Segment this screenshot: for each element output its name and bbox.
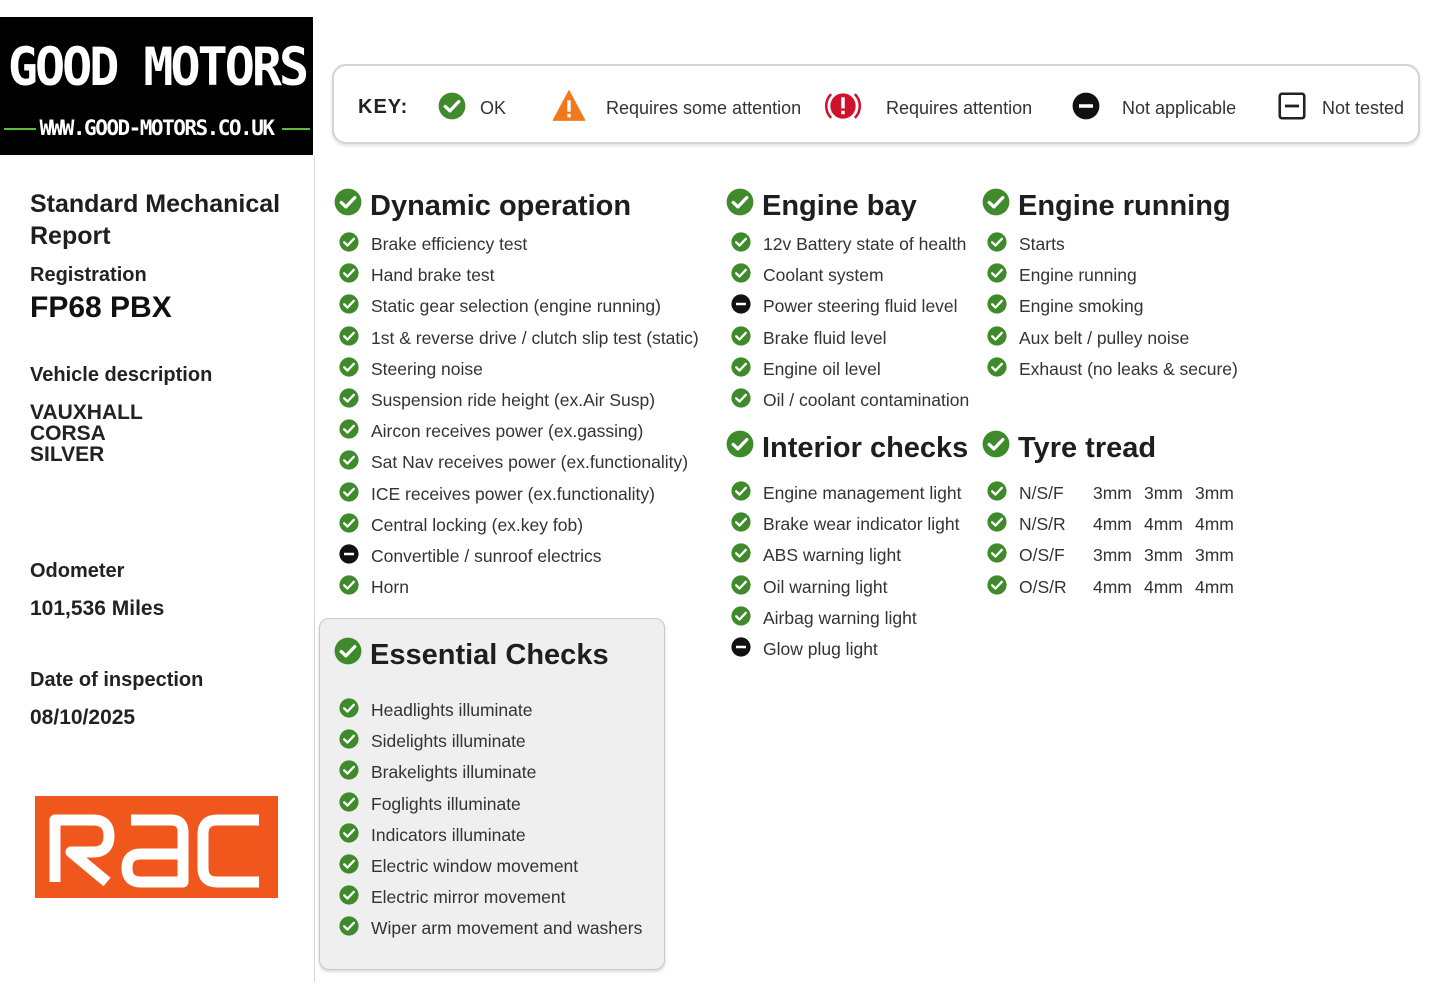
check-icon [731,543,751,568]
report-title: Standard Mechanical Report [30,190,281,250]
check-icon [334,637,362,673]
check-icon [339,232,359,257]
key-some-attention-label: Requires some attention [606,97,802,118]
item-label: O/S/F [1019,545,1065,566]
item-label: Brakelights illuminate [371,762,537,783]
vehicle-colour: SILVER [30,443,105,466]
tread-reading: 3mm [1195,545,1234,566]
item-label: N/S/F [1019,483,1064,504]
check-icon [334,188,362,224]
item-label: Aircon receives power (ex.gassing) [371,421,644,442]
tread-reading: 4mm [1195,514,1234,535]
tyre-tread-item [987,478,1236,509]
item-label: Indicators illuminate [371,824,526,845]
interior-checks-item [731,540,961,571]
check-icon [987,357,1007,382]
check-icon [987,326,1007,351]
key-ok-label: OK [480,97,507,118]
exclamation-icon [824,87,862,130]
check-icon [438,92,466,125]
tyre-tread-list [987,478,1236,603]
check-icon [339,854,359,879]
tread-reading: 4mm [1144,576,1183,597]
engine-bay-list [731,229,969,416]
essential-checks-item [339,851,642,882]
rac-logo-mark [35,796,278,898]
dynamic-operation-item [339,479,699,510]
item-label: Electric mirror movement [371,887,566,908]
warning-icon [552,89,586,128]
dynamic-operation-title-text: Dynamic operation [370,189,632,222]
interior-checks-title-text: Interior checks [762,431,969,464]
essential-checks-item [339,789,642,820]
essential-checks-title [334,637,609,673]
item-label: ABS warning light [763,545,902,566]
essential-checks-list [339,695,642,945]
item-label: Aux belt / pulley noise [1019,327,1190,348]
dynamic-operation-item [339,510,699,541]
key-not-applicable-label: Not applicable [1122,97,1237,118]
interior-checks-item [731,634,961,665]
essential-checks-item [339,757,642,788]
vehicle-description-label: Vehicle description [30,364,213,386]
tread-reading: 3mm [1144,483,1183,504]
essential-checks-item [339,695,642,726]
item-label: Central locking (ex.key fob) [371,514,584,535]
item-label: Airbag warning light [763,607,917,628]
check-icon [731,357,751,382]
rac-logo [35,796,278,898]
logo-line-right [282,128,310,130]
check-icon [731,575,751,600]
item-label: Exhaust (no leaks & secure) [1019,358,1238,379]
engine-bay-item [731,385,969,416]
interior-checks-item [731,509,961,540]
item-label: Foglights illuminate [371,793,521,814]
item-label: Brake wear indicator light [763,514,960,535]
minus-icon [339,544,359,569]
check-icon [339,885,359,910]
check-icon [339,388,359,413]
engine-bay-item [731,291,969,322]
check-icon [731,606,751,631]
item-label: Convertible / sunroof electrics [371,545,602,566]
item-label: Engine smoking [1019,296,1144,317]
check-icon [987,543,1007,568]
dynamic-operation-item [339,260,699,291]
interior-checks-title [726,430,968,466]
vehicle-description [30,402,143,465]
interior-checks-list [731,478,961,665]
tyre-tread-item [987,509,1236,540]
key-not-tested [1278,88,1404,128]
inspection-date-value: 08/10/2025 [30,706,136,729]
key-not-tested-label: Not tested [1322,97,1405,118]
item-label: 12v Battery state of health [763,234,967,255]
item-label: Engine management light [763,483,962,504]
item-label: Brake fluid level [763,327,887,348]
dynamic-operation-item [339,447,699,478]
inspection-date-label: Date of inspection [30,669,204,691]
logo-url: WWW.GOOD-MOTORS.CO.UK [39,116,274,140]
engine-bay-item [731,229,969,260]
check-icon [987,575,1007,600]
check-icon [339,419,359,444]
check-icon [339,729,359,754]
key-ok [438,88,506,128]
key-title: KEY: [358,96,409,118]
check-icon [339,760,359,785]
item-label: Starts [1019,234,1065,255]
dynamic-operation-list [339,229,699,603]
tyre-tread-title [982,430,1156,466]
registration-label: Registration [30,264,147,286]
check-icon [731,263,751,288]
essential-checks-item [339,820,642,851]
item-label: Coolant system [763,265,884,286]
tread-reading: 3mm [1195,483,1234,504]
check-icon [731,388,751,413]
item-label: Engine oil level [763,358,881,379]
check-icon [726,430,754,466]
dynamic-operation-item [339,354,699,385]
check-icon [987,481,1007,506]
essential-checks-title-text: Essential Checks [370,638,609,671]
minus-icon [1072,92,1100,125]
check-icon [339,575,359,600]
item-label: Brake efficiency test [371,234,528,255]
tread-reading: 4mm [1195,576,1234,597]
engine-bay-item [731,260,969,291]
engine-bay-item [731,323,969,354]
check-icon [339,823,359,848]
dynamic-operation-item [339,291,699,322]
item-label: Suspension ride height (ex.Air Susp) [371,390,656,411]
dynamic-operation-item [339,323,699,354]
item-label: Sat Nav receives power (ex.functionality) [371,452,689,473]
tyre-tread-item [987,572,1236,603]
rac-logo-text: RAC [35,796,38,797]
vehicle-model: CORSA [30,422,106,445]
check-icon [339,513,359,538]
check-icon [339,792,359,817]
item-label: Engine running [1019,265,1137,286]
check-icon [339,916,359,941]
status-key [332,64,1420,144]
key-some-attention [552,88,801,128]
engine-running-item [987,291,1238,322]
logo-title: GOOD MOTORS [7,36,307,98]
tread-reading: 3mm [1093,545,1132,566]
interior-checks-item [731,572,961,603]
engine-running-title-text: Engine running [1018,189,1231,222]
engine-running-list [987,229,1238,385]
item-label: Glow plug light [763,639,878,660]
key-attention [824,88,1032,128]
check-icon [726,188,754,224]
vehicle-make: VAUXHALL [30,401,143,424]
item-label: Hand brake test [371,265,495,286]
key-not-applicable [1072,88,1236,128]
interior-checks-item [731,478,961,509]
registration-value: FP68 PBX [30,291,172,324]
check-icon [339,294,359,319]
check-icon [987,232,1007,257]
item-label: Steering noise [371,358,483,379]
check-icon [987,263,1007,288]
vertical-divider [314,156,315,982]
tread-reading: 4mm [1144,514,1183,535]
dynamic-operation-item [339,416,699,447]
dynamic-operation-item [339,541,699,572]
tread-reading: 3mm [1093,483,1132,504]
engine-running-item [987,323,1238,354]
dynamic-operation-item [339,229,699,260]
minus-icon [731,294,751,319]
item-label: Oil warning light [763,576,888,597]
dynamic-operation-item [339,385,699,416]
item-label: Wiper arm movement and washers [371,918,643,939]
item-label: Headlights illuminate [371,700,533,721]
item-label: ICE receives power (ex.functionality) [371,483,655,504]
dynamic-operation-item [339,572,699,603]
check-icon [982,430,1010,466]
check-icon [731,326,751,351]
item-label: N/S/R [1019,514,1066,535]
tread-reading: 3mm [1144,545,1183,566]
essential-checks-item [339,882,642,913]
check-icon [339,357,359,382]
item-label: Power steering fluid level [763,296,958,317]
interior-checks-item [731,603,961,634]
engine-running-item [987,354,1238,385]
essential-checks-item [339,913,642,944]
check-icon [987,294,1007,319]
check-icon [731,232,751,257]
item-label: Oil / coolant contamination [763,390,970,411]
check-icon [339,698,359,723]
check-icon [339,482,359,507]
item-label: Horn [371,577,409,598]
engine-running-title [982,188,1231,224]
item-label: Sidelights illuminate [371,731,526,752]
key-attention-label: Requires attention [886,97,1033,118]
check-icon [731,512,751,537]
engine-bay-item [731,354,969,385]
tread-reading: 4mm [1093,514,1132,535]
item-label: Static gear selection (engine running) [371,296,661,317]
dynamic-operation-title [334,188,631,224]
odometer-value: 101,536 Miles [30,597,165,620]
item-label: O/S/R [1019,576,1067,597]
engine-bay-title-text: Engine bay [762,189,917,222]
tread-reading: 4mm [1093,576,1132,597]
good-motors-logo [0,17,313,155]
odometer-label: Odometer [30,560,125,582]
check-icon [982,188,1010,224]
tyre-tread-item [987,540,1236,571]
check-icon [339,326,359,351]
item-label: 1st & reverse drive / clutch slip test (static) [371,327,699,348]
minus-icon [731,637,751,662]
check-icon [339,263,359,288]
check-icon [731,481,751,506]
tyre-tread-title-text: Tyre tread [1018,431,1157,464]
check-icon [987,512,1007,537]
engine-running-item [987,229,1238,260]
engine-running-item [987,260,1238,291]
check-icon [339,450,359,475]
item-label: Electric window movement [371,856,579,877]
engine-bay-title [726,188,917,224]
square-minus-icon [1278,92,1306,125]
essential-checks-item [339,726,642,757]
